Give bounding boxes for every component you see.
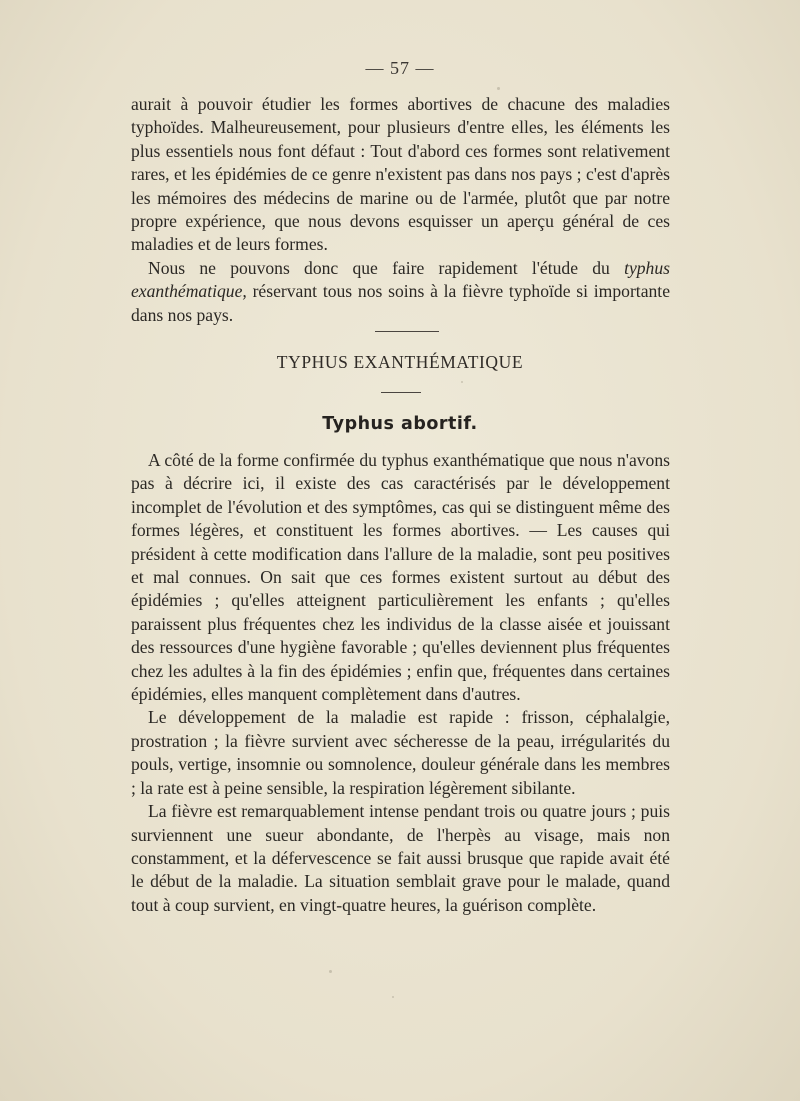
intro-text-before-italic: Nous ne pouvons donc que faire rapidement l'étude du <box>148 257 625 278</box>
paper-speck <box>461 381 463 383</box>
italic-term: typhus exanthématique, <box>131 257 670 302</box>
divider-rule-bottom <box>381 392 421 393</box>
sub-heading: Typhus abortif. <box>322 414 478 434</box>
body-paragraph-3: La fièvre est remarquablement intense pendant trois ou quatre jours ; puis surviennent une sueur abondante, de l'herpès au visage, mais non constamment, et la défervescence se fait aussi brusque que rapide avait été le début de la maladie. La situation semblait grave pour le malade, quand tout à coup survient, en vingt-quatre heures, la guérison complète. <box>131 801 670 915</box>
body-text <box>131 449 670 917</box>
intro-paragraph: aurait à pouvoir étudier les formes abortives de chacune des maladies typhoïdes. Malheureusement, pour plusieurs d'entre elles, les éléments les plus essentiels nous font défaut : Tout d'abord ces formes sont relativement rares, et les épidémies de ce genre n'existent pas dans nos pays ; c'est d'après les mémoires des médecins de marine ou de l'armée, plutôt que par notre propre expérience, que nous devons esquisser un aperçu général de ces maladies et de leurs formes. <box>131 94 670 255</box>
body-paragraph-1: A côté de la forme confirmée du typhus exanthématique que nous n'avons pas à décrire ici, il existe des cas caractérisés par le développement incomplet de l'évolution et des symptômes, cas qui se distinguent même des formes légères, et constituent les formes abortives. — Les causes qui président à cette modification dans l'allure de la maladie, sont peu positives et mal connues. On sait que ces formes existent surtout au début des épidémies ; qu'elles atteignent particulièrement les enfants ; qu'elles paraissent plus fréquentes chez les individus de la classe aisée et jouissant des ressources d'une hygiène favorable ; qu'elles deviennent plus fréquentes chez les adultes à la fin des épidémies ; enfin que, fréquentes dans certaines épidémies, elles manquent complètement dans d'autres. <box>131 450 670 705</box>
intro-paragraph-2 <box>131 257 670 327</box>
page-number: — 57 — <box>365 58 435 78</box>
paper-speck <box>497 87 500 90</box>
intro-text <box>131 93 670 327</box>
intro-text-after-italic: réservant tous nos soins à la fièvre typhoïde si importante dans nos pays. <box>131 281 670 325</box>
divider-rule-top <box>375 331 439 332</box>
body-paragraph-2: Le développement de la maladie est rapide : frisson, céphalalgie, prostration ; la fièvre survient avec sécheresse de la peau, irrégularités du pouls, vertige, insomnie ou somnolence, douleur générale dans les membres ; la rate est à peine sensible, la respiration légèrement sibilante. <box>131 707 670 798</box>
paper-speck <box>329 970 332 973</box>
paper-speck <box>392 996 394 998</box>
section-heading: TYPHUS EXANTHÉMATIQUE <box>276 352 524 372</box>
